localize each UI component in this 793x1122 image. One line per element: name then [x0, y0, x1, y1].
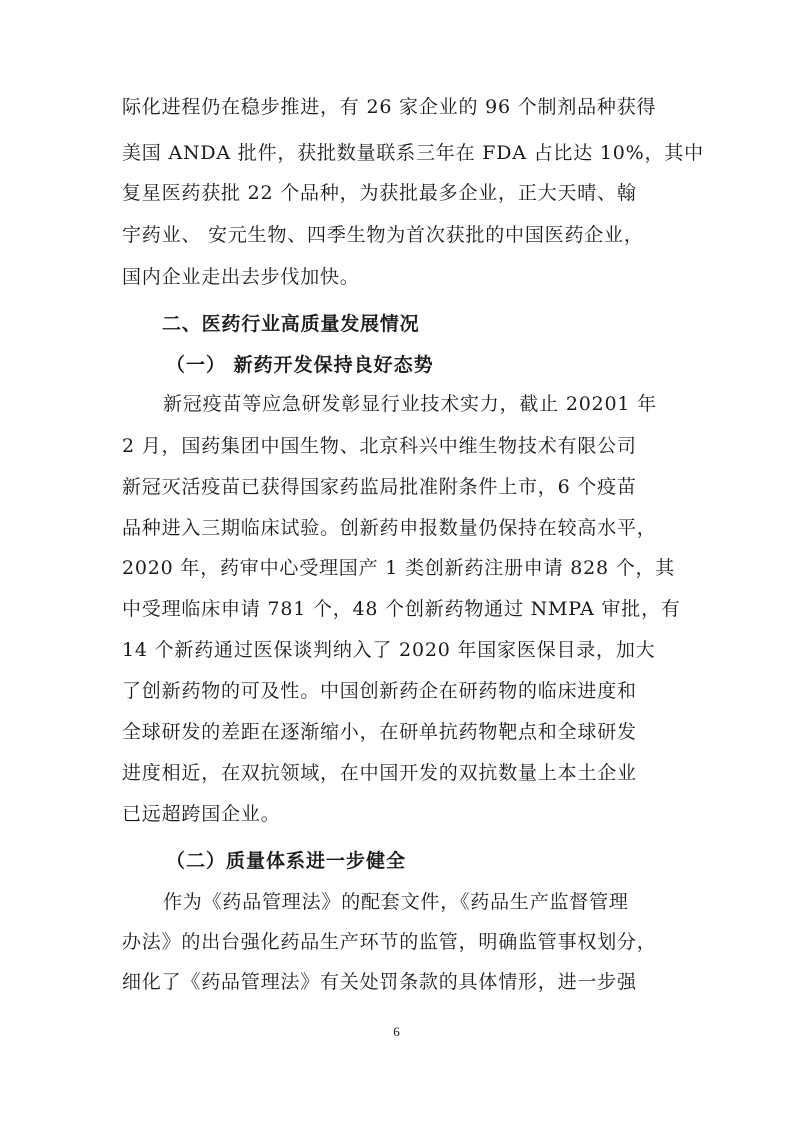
- paragraph-line: 中受理临床申请 781 个，48 个创新药物通过 NMPA 审批，有: [122, 598, 681, 620]
- paragraph-line: 复星医药获批 22 个品种，为获批最多企业，正大天晴、翰: [122, 182, 637, 204]
- paragraph-line: 2 月，国药集团中国生物、北京科兴中维生物技术有限公司: [122, 435, 637, 457]
- paragraph-line: 14 个新药通过医保谈判纳入了 2020 年国家医保目录，加大: [122, 639, 656, 661]
- paragraph-line: 2020 年，药审中心受理国产 1 类创新药注册申请 828 个，其: [122, 557, 676, 579]
- paragraph-line: 办法》的出台强化药品生产环节的监管，明确监管事权划分，: [122, 931, 657, 953]
- paragraph-line: 作为《药品管理法》的配套文件，《药品生产监督管理: [163, 891, 629, 913]
- paragraph-line: 美国 ANDA 批件，获批数量联系三年在 FDA 占比达 10%，其中: [122, 142, 704, 164]
- paragraph-line: 进度相近，在双抗领域，在中国开发的双抗数量上本土企业: [122, 762, 637, 784]
- paragraph-line: 了创新药物的可及性。中国创新药企在研药物的临床进度和: [122, 680, 637, 702]
- paragraph-line: 际化进程仍在稳步推进，有 26 家企业的 96 个制剂品种获得: [122, 96, 657, 118]
- paragraph-line: 全球研发的差距在逐渐缩小，在研单抗药物靶点和全球研发: [122, 721, 637, 743]
- subsection-heading: （一） 新药开发保持良好态势: [166, 354, 434, 376]
- paragraph-line: 已远超跨国企业。: [122, 803, 281, 825]
- paragraph-line: 宇药业、 安元生物、四季生物为首次获批的中国医药企业，: [122, 224, 644, 246]
- subsection-heading: （二）质量体系进一步健全: [166, 850, 407, 872]
- paragraph-line: 新冠疫苗等应急研发彰显行业技术实力，截止 20201 年: [163, 393, 657, 415]
- page-number: 6: [393, 1024, 400, 1039]
- paragraph-line: 细化了《药品管理法》有关处罚条款的具体情形，进一步强: [122, 971, 637, 993]
- paragraph-line: 国内企业走出去步伐加快。: [122, 266, 360, 288]
- paragraph-line: 品种进入三期临床试验。创新药申报数量仍保持在较高水平，: [122, 517, 657, 539]
- section-heading: 二、医药行业高质量发展情况: [162, 313, 420, 335]
- paragraph-line: 新冠灭活疫苗已获得国家药监局批准附条件上市，6 个疫苗: [122, 476, 637, 498]
